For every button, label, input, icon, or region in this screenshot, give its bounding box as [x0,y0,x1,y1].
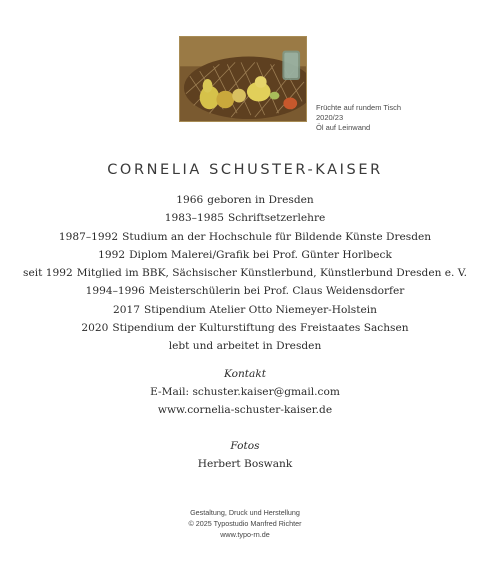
fotos-heading: Fotos [230,440,260,452]
colophon-line: Gestaltung, Druck und Herstellung [190,508,300,517]
bio-year: 1966 [176,194,204,206]
bio-entry [0,191,490,209]
bio-text: Schriftsetzerlehre [227,212,326,225]
bio-entry [0,337,490,355]
fotos-section [0,437,490,473]
bio-text: geboren in Dresden [207,194,314,206]
bio-entry [0,264,490,282]
kontakt-section [0,365,490,419]
email-link[interactable]: E-Mail: schuster.kaiser@gmail.com [150,386,340,398]
caption-year: 2020/23 [316,113,344,122]
bio-text: Mitglied im BBK, Sächsischer Künstlerbund, Künstlerbund Dresden e. V. [76,267,467,280]
caption-medium: Öl auf Leinwand [316,123,371,132]
bio-entry [0,319,490,337]
bio-year: 2017 [113,303,141,316]
bio-entry [0,209,490,227]
bio-text: Stipendium Atelier Otto Niemeyer-Holstein [144,303,377,316]
bio-text: Meisterschülerin bei Prof. Claus Weidensdorfer [148,285,405,298]
colophon-line: © 2025 Typostudio Manfred Richter [188,519,302,528]
artist-name: CORNELIA SCHUSTER-KAISER [107,162,383,178]
colophon-link[interactable]: www.typo-rn.de [220,530,270,539]
fruit-still-life-painting-icon [180,37,306,121]
biography-list [0,191,490,356]
bio-year: 1992 [98,248,126,261]
bio-text: lebt und arbeitet in Dresden [168,340,322,353]
caption-title: Früchte auf rundem Tisch [316,103,402,112]
bio-year: 2020 [81,322,109,335]
painting-caption [316,103,401,133]
bio-year: seit 1992 [23,267,73,280]
bio-text: Stipendium der Kulturstiftung des Freistaates Sachsen [112,322,409,335]
bio-year: 1987–1992 [58,230,119,243]
colophon [0,507,490,540]
bio-text: Diplom Malerei/Grafik bei Prof. Günter Horlbeck [129,248,392,261]
bio-entry [0,246,490,264]
photographer-name: Herbert Boswank [197,458,293,470]
bio-year: 1994–1996 [85,285,145,298]
painting-image [179,36,307,122]
bio-entry [0,228,490,246]
bio-year: 1983–1985 [164,212,224,225]
bio-entry [0,301,490,319]
website-link[interactable]: www.cornelia-schuster-kaiser.de [157,404,333,416]
bio-text: Studium an der Hochschule für Bildende Künste Dresden [122,230,432,243]
kontakt-heading: Kontakt [223,368,267,380]
bio-entry [0,282,490,300]
